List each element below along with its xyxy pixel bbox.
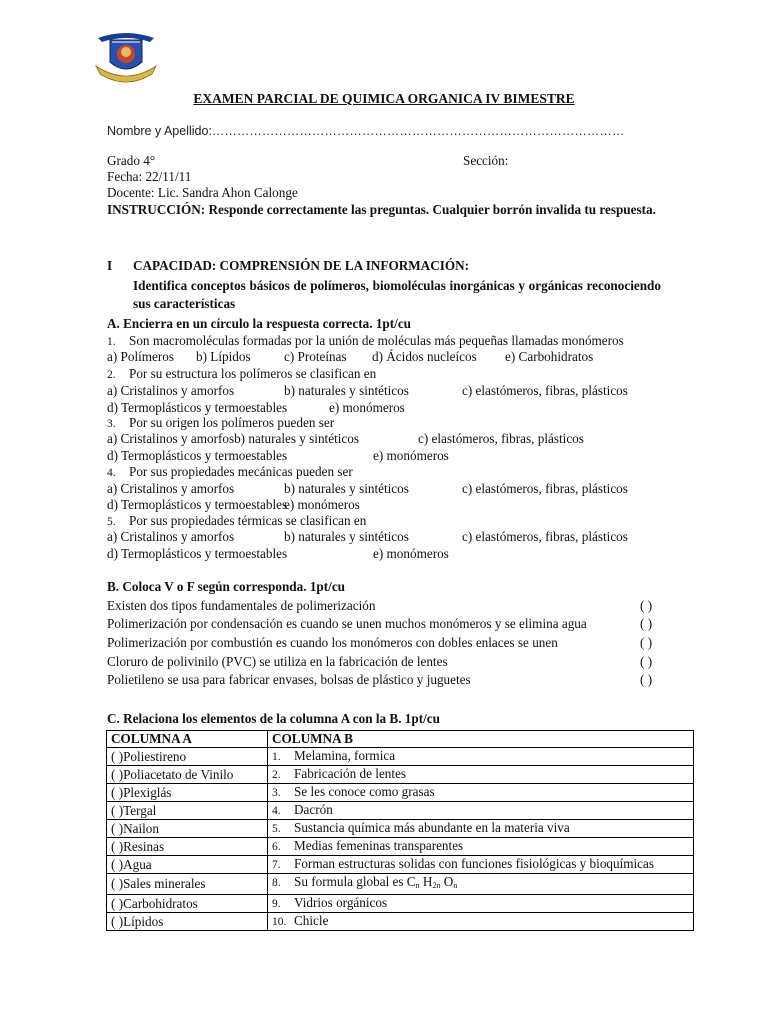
date-label: Fecha: 22/11/11 xyxy=(107,169,192,184)
column-a-header: COLUMNA A xyxy=(107,731,268,748)
q5-option-a[interactable]: a) Cristalinos y amorfos xyxy=(107,529,235,544)
matching-table xyxy=(106,730,694,931)
column-b-cell: 10. Chicle xyxy=(268,913,694,931)
table-row xyxy=(107,913,694,931)
column-a-cell[interactable]: ( )Resinas xyxy=(107,838,268,856)
q4-option-c[interactable]: c) elastómeros, fibras, plásticos xyxy=(462,481,628,496)
table-header-row xyxy=(107,731,694,748)
q1-option-d[interactable]: d) Ácidos nucleícos xyxy=(372,349,477,364)
q2-option-b[interactable]: b) naturales y sintéticos xyxy=(284,383,409,398)
table-row xyxy=(107,748,694,766)
tf-answer-4[interactable]: ( ) xyxy=(640,654,653,669)
column-b-header: COLUMNA B xyxy=(268,731,694,748)
q2-option-a[interactable]: a) Cristalinos y amorfos xyxy=(107,383,235,398)
column-a-cell[interactable]: ( )Tergal xyxy=(107,802,268,820)
q5-option-c[interactable]: c) elastómeros, fibras, plásticos xyxy=(462,529,628,544)
tf-statement-5: Polietileno se usa para fabricar envases, bolsas de plástico y juguetes xyxy=(107,672,471,687)
column-b-cell: 5. Sustancia química más abundante en la materia viva xyxy=(268,820,694,838)
tf-statement-3: Polimerización por combustión es cuando los monómeros con dobles enlaces se unen xyxy=(107,635,558,650)
q5-option-b[interactable]: b) naturales y sintéticos xyxy=(284,529,409,544)
column-b-cell: 7. Forman estructuras solidas con funciones fisiológicas y bioquímicas xyxy=(268,856,694,874)
tf-answer-1[interactable]: ( ) xyxy=(640,598,653,613)
column-a-cell[interactable]: ( )Plexiglás xyxy=(107,784,268,802)
q4-option-e[interactable]: e) monómeros xyxy=(284,497,360,512)
q2-option-d[interactable]: d) Termoplásticos y termoestables xyxy=(107,400,288,415)
table-row xyxy=(107,838,694,856)
question-5: 5. Por sus propiedades térmicas se clasifican en xyxy=(107,513,367,528)
question-3: 3. Por su origen los polímeros pueden ser xyxy=(107,415,335,430)
student-name-field[interactable]: Nombre y Apellido:……………………………………………………………………………………… xyxy=(107,124,625,138)
grade-label: Grado 4° xyxy=(107,153,156,168)
q3-option-ab[interactable]: a) Cristalinos y amorfosb) naturales y sintéticos xyxy=(107,431,359,446)
section-number: I xyxy=(107,258,113,273)
tf-answer-3[interactable]: ( ) xyxy=(640,635,653,650)
table-row xyxy=(107,874,694,895)
q2-option-e[interactable]: e) monómeros xyxy=(329,400,405,415)
q2-option-c[interactable]: c) elastómeros, fibras, plásticos xyxy=(462,383,628,398)
tf-statement-4: Cloruro de polivinilo (PVC) se utiliza en la fabricación de lentes xyxy=(107,654,448,669)
q1-option-a[interactable]: a) Polímeros xyxy=(107,349,175,364)
column-a-cell[interactable]: ( )Poliacetato de Vinilo xyxy=(107,766,268,784)
column-b-cell: 2. Fabricación de lentes xyxy=(268,766,694,784)
q1-option-b[interactable]: b) Lípidos xyxy=(196,349,251,364)
school-crest-logo xyxy=(92,28,160,84)
q4-option-a[interactable]: a) Cristalinos y amorfos xyxy=(107,481,235,496)
table-row xyxy=(107,784,694,802)
question-4: 4. Por sus propiedades mecánicas pueden ser xyxy=(107,464,353,479)
q1-option-e[interactable]: e) Carbohidratos xyxy=(505,349,594,364)
q1-option-c[interactable]: c) Proteínas xyxy=(284,349,347,364)
q5-option-e[interactable]: e) monómeros xyxy=(373,546,449,561)
section-label: Sección: xyxy=(463,153,509,168)
table-row xyxy=(107,895,694,913)
q3-option-e[interactable]: e) monómeros xyxy=(373,448,449,463)
q5-option-d[interactable]: d) Termoplásticos y termoestables xyxy=(107,546,288,561)
column-a-cell[interactable]: ( )Poliestireno xyxy=(107,748,268,766)
q3-option-d[interactable]: d) Termoplásticos y termoestables xyxy=(107,448,288,463)
part-b-title: B. Coloca V o F según corresponda. 1pt/cu xyxy=(107,579,346,594)
column-a-cell[interactable]: ( )Carbohidratos xyxy=(107,895,268,913)
column-b-cell: 1. Melamina, formica xyxy=(268,748,694,766)
table-row xyxy=(107,820,694,838)
q3-option-c[interactable]: c) elastómeros, fibras, plásticos xyxy=(418,431,584,446)
part-a-title: A. Encierra en un círculo la respuesta correcta. 1pt/cu xyxy=(107,316,412,331)
section-title: CAPACIDAD: COMPRENSIÓN DE LA INFORMACIÓN: xyxy=(133,258,470,273)
instruction: INSTRUCCIÓN: Responde correctamente las preguntas. Cualquier borrón invalida tu respuesta. xyxy=(107,202,656,217)
table-row xyxy=(107,766,694,784)
column-b-cell: 6. Medias femeninas transparentes xyxy=(268,838,694,856)
column-b-cell: 4. Dacrón xyxy=(268,802,694,820)
part-c-title: C. Relaciona los elementos de la columna A con la B. 1pt/cu xyxy=(107,711,440,726)
exam-title: EXAMEN PARCIAL DE QUIMICA ORGANICA IV BIMESTRE xyxy=(193,91,575,106)
table-row xyxy=(107,856,694,874)
column-a-cell[interactable]: ( )Agua xyxy=(107,856,268,874)
section-subtitle: Identifica conceptos básicos de polímeros, biomoléculas inorgánicas y orgánicas reconociendo sus características xyxy=(133,278,661,311)
column-b-cell: 9. Vidrios orgánicos xyxy=(268,895,694,913)
tf-statement-1: Existen dos tipos fundamentales de polimerización xyxy=(107,598,376,613)
q4-option-b[interactable]: b) naturales y sintéticos xyxy=(284,481,409,496)
tf-answer-5[interactable]: ( ) xyxy=(640,672,653,687)
teacher-label: Docente: Lic. Sandra Ahon Calonge xyxy=(107,185,298,200)
tf-answer-2[interactable]: ( ) xyxy=(640,616,653,631)
column-a-cell[interactable]: ( )Sales minerales xyxy=(107,874,268,895)
column-b-cell: 3. Se les conoce como grasas xyxy=(268,784,694,802)
tf-statement-2: Polimerización por condensación es cuando se unen muchos monómeros y se elimina agua xyxy=(107,616,587,631)
column-a-cell[interactable]: ( )Nailon xyxy=(107,820,268,838)
column-b-cell: 8. Su formula global es $C_n$ $H_{2n}$ $O_n$ xyxy=(268,874,694,895)
q4-option-d[interactable]: d) Termoplásticos y termoestables xyxy=(107,497,288,512)
question-1: 1. Son macromoléculas formadas por la unión de moléculas más pequeñas llamadas monómeros xyxy=(107,333,624,348)
column-a-cell[interactable]: ( )Lípidos xyxy=(107,913,268,931)
question-2: 2. Por su estructura los polímeros se clasifican en xyxy=(107,366,377,381)
table-row xyxy=(107,802,694,820)
